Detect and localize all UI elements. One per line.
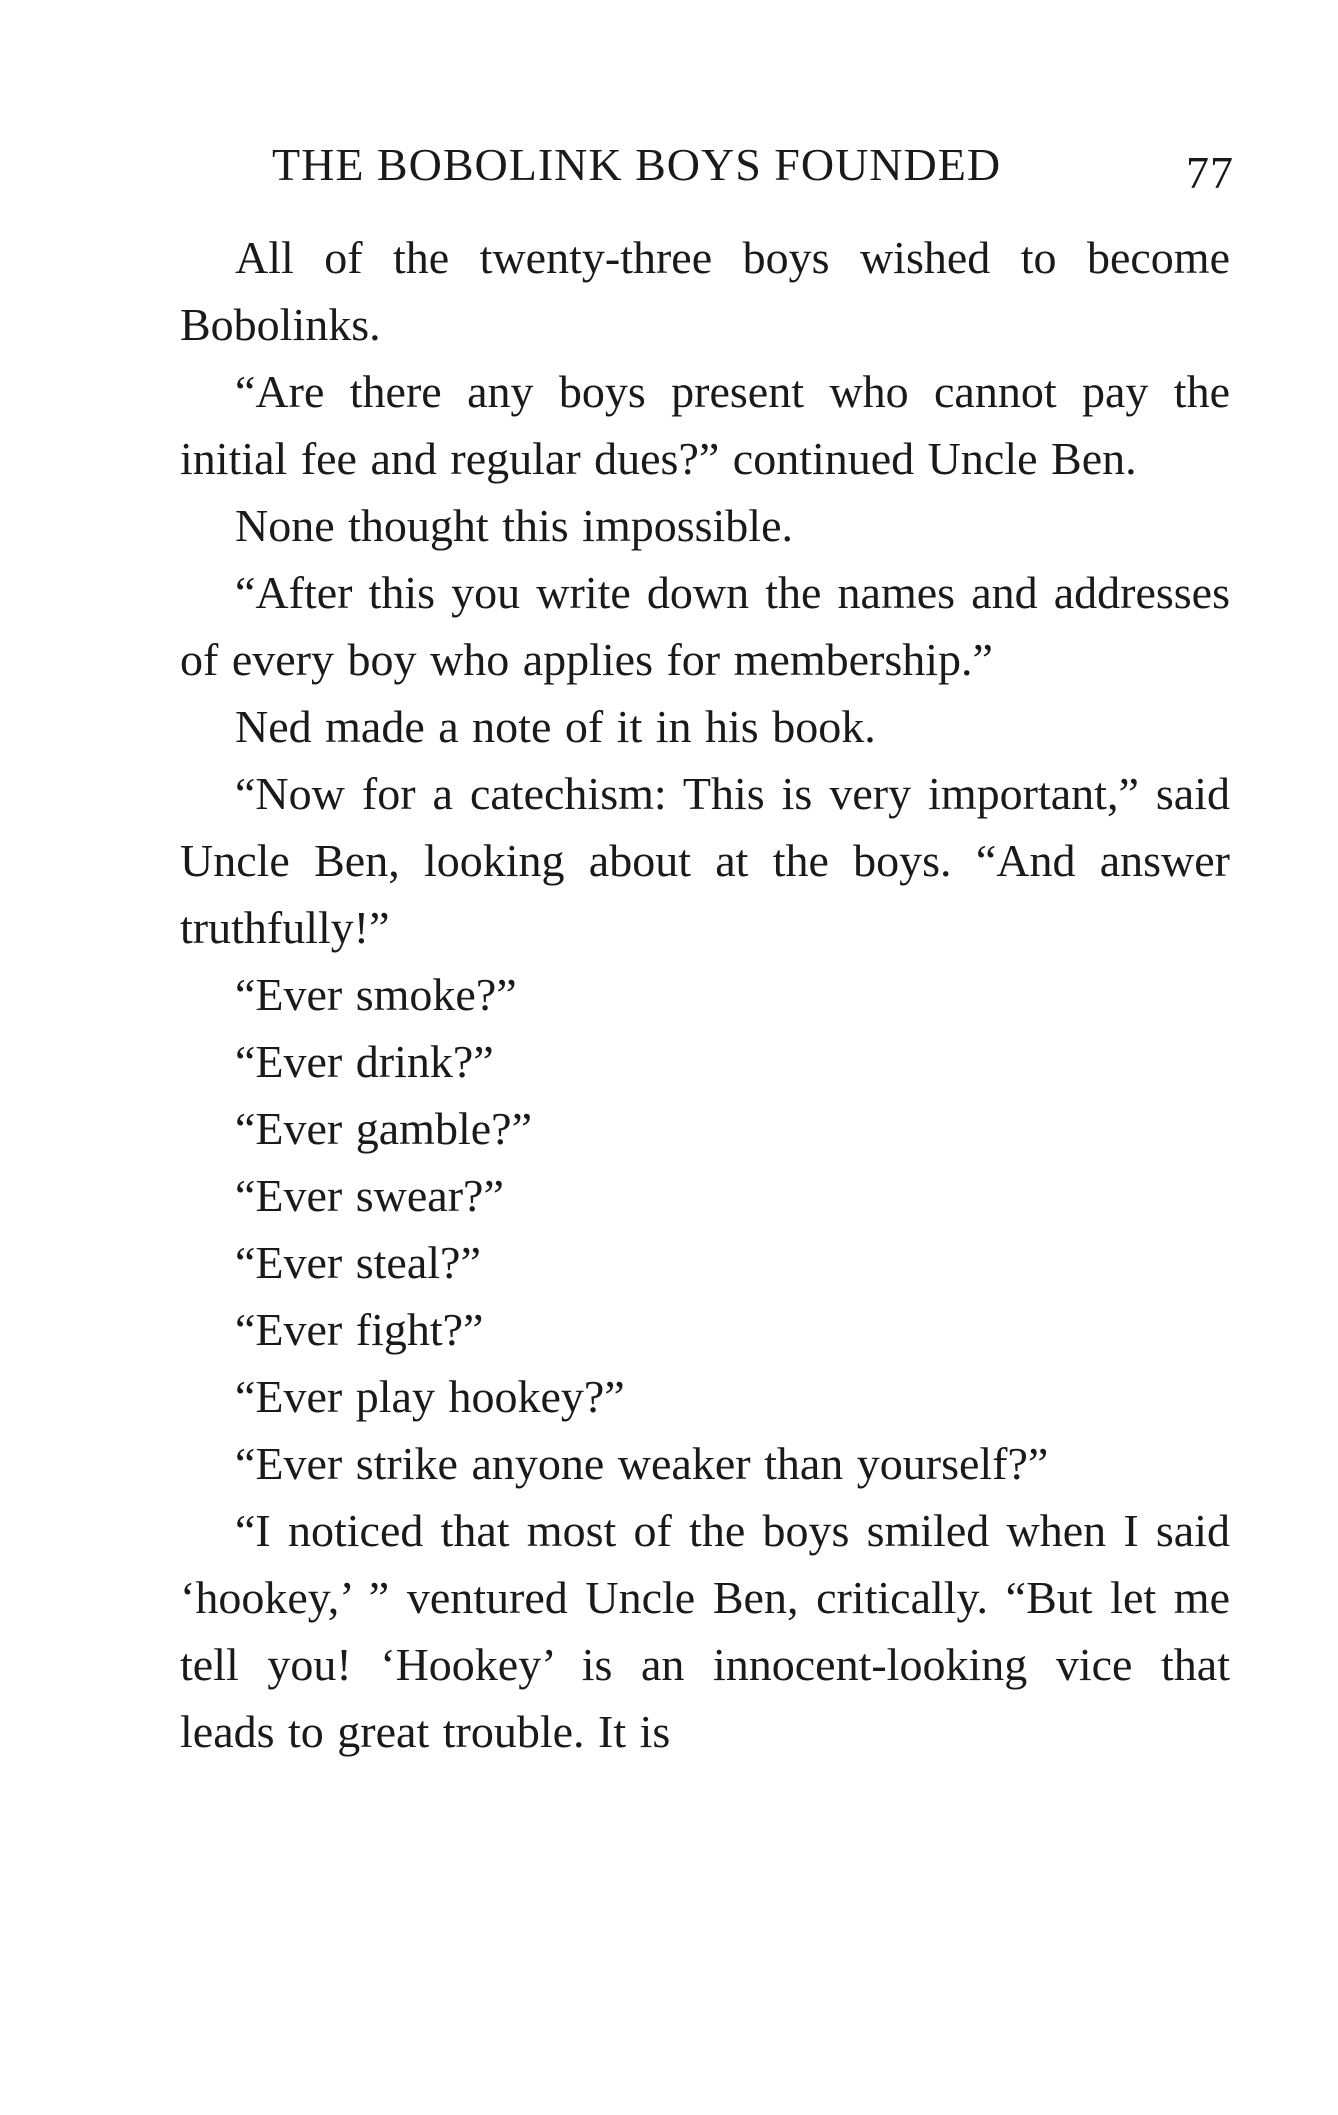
paragraph-catechism: “Now for a catechism: This is very important,” said Uncle Ben, looking about at the boys. “And answer truthfully!” (180, 768, 1230, 953)
paragraph-dues-question: “Are there any boys present who cannot pay the initial fee and regular dues?” continued Uncle Ben. (180, 366, 1230, 484)
paragraph-membership: All of the twenty-three boys wished to become Bobolinks. (180, 232, 1230, 350)
paragraph-ever-drink: “Ever drink?” (235, 1036, 494, 1087)
paragraph-names-addresses: “After this you write down the names and addresses of every boy who applies for membership.” (180, 567, 1230, 685)
paragraph-none-thought: None thought this impossible. (235, 500, 793, 551)
paragraph-ever-gamble: “Ever gamble?” (235, 1103, 532, 1154)
paragraph-ever-smoke: “Ever smoke?” (235, 969, 517, 1020)
paragraph-ned-note: Ned made a note of it in his book. (235, 701, 876, 752)
paragraph-ever-fight: “Ever fight?” (235, 1304, 484, 1355)
paragraph-ever-steal: “Ever steal?” (235, 1237, 481, 1288)
paragraph-ever-hookey: “Ever play hookey?” (235, 1371, 625, 1422)
running-head (180, 138, 1240, 198)
body-text (180, 224, 1230, 1765)
page-number: 77 (1186, 147, 1234, 198)
paragraph-ever-swear: “Ever swear?” (235, 1170, 504, 1221)
paragraph-hookey-warning: “I noticed that most of the boys smiled when I said ‘hookey,’ ” ventured Uncle Ben, critically. “But let me tell you! ‘Hookey’ is an innocent-looking vice that leads to great trouble. It is (180, 1505, 1230, 1757)
running-title: THE BOBOLINK BOYS FOUNDED (272, 139, 1002, 190)
paragraph-ever-strike: “Ever strike anyone weaker than yourself?” (235, 1438, 1049, 1489)
